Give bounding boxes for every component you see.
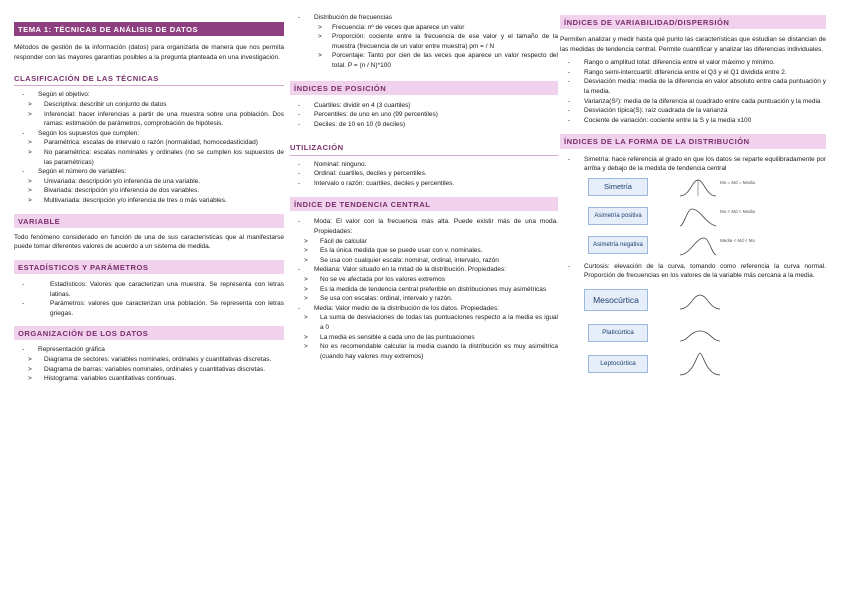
asimetria-negativa-chip: Asimetría negativa bbox=[588, 236, 648, 254]
list-item: > Bivariada: descripción y/o inferencia de dos variables. bbox=[28, 187, 200, 195]
list-item: > Diagrama de sectores: variables nominales, ordinales y cuantitativas discretas. bbox=[28, 356, 272, 364]
column-2 bbox=[290, 0, 558, 361]
variable-text: Todo fenómeno considerado en función de una de sus características que al manifestarse puede tomar diferentes valores de acuerdo a un sistema de medida. bbox=[14, 233, 284, 251]
list-item: - Moda: El valor con la frecuencia más alta. Puede existir más de una moda. Propiedades: bbox=[290, 217, 558, 236]
utilizacion-list bbox=[290, 160, 558, 189]
arrow-icon: > bbox=[304, 276, 308, 284]
list-item: - Percentiles: de uno en uno (99 percentiles) bbox=[290, 110, 558, 120]
distribution-curves-icon bbox=[678, 176, 718, 258]
distribucion-list bbox=[290, 13, 558, 71]
list-item: > Es la única medida que se puede usar con v. nominales. bbox=[304, 247, 483, 255]
simetria-annotation: Mo = Md = Media bbox=[720, 179, 756, 185]
arrow-icon: > bbox=[304, 256, 308, 264]
column-1 bbox=[14, 0, 284, 384]
intro-text: Métodos de gestión de la información (datos) para organizarla de manera que nos permita responder con las mayores garantías posibles a la pregunta planteada en una investigación. bbox=[14, 44, 284, 61]
curtosis-list bbox=[560, 262, 826, 281]
posicion-heading: ÍNDICES DE POSICIÓN bbox=[290, 81, 558, 95]
list-item: > No se ve afectada por los valores extremos bbox=[304, 276, 446, 284]
list-item: - Curtosis: elevación de la curva, tomando como referencia la curva normal. Proporción de frecuencias en los valores de la variable más cercana a la media. bbox=[560, 262, 826, 281]
variabilidad-list bbox=[560, 58, 826, 125]
posicion-list bbox=[290, 101, 558, 130]
arrow-icon: > bbox=[304, 333, 308, 341]
arrow-icon: > bbox=[28, 375, 32, 383]
list-item: - Varianza(S²): media de la diferencia al cuadrado entre cada puntuación y la media bbox=[560, 97, 826, 107]
list-item: - Cuartiles: dividir en 4 (3 cuartiles) bbox=[290, 101, 558, 111]
asimetria-positiva-annotation: Mo < Md < Media bbox=[720, 208, 756, 214]
list-item: > Fácil de calcular bbox=[304, 237, 367, 245]
list-item: - Rango o amplitud total: diferencia entre el valor máximo y mínimo. bbox=[560, 58, 826, 68]
tendencia-heading: ÍNDICE DE TENDENCIA CENTRAL bbox=[290, 197, 558, 211]
list-item: - Distribución de frecuencias bbox=[290, 13, 558, 23]
list-item: > No paramétrica: escalas nominales y ordinales (no se cumplen los supuestos de las paramétricas) bbox=[28, 148, 284, 166]
arrow-icon: > bbox=[304, 247, 308, 255]
list-item: - Deciles: de 10 en 10 (9 deciles) bbox=[290, 120, 558, 130]
arrow-icon: > bbox=[28, 187, 32, 195]
list-item: > Paramétrica: escalas de intervalo o razón (normalidad, homocedasticidad) bbox=[28, 139, 258, 147]
list-item: - Ordinal: cuartiles, deciles y percentiles. bbox=[290, 169, 558, 179]
simetria-chip: Simetría bbox=[588, 178, 648, 196]
list-item: - Mediana: Valor situado en la mitad de la distribución. Propiedades: bbox=[290, 265, 558, 275]
list-item: > Multivariada: descripción y/o inferencia de tres o más variables. bbox=[28, 196, 227, 204]
arrow-icon: > bbox=[304, 314, 308, 322]
estadisticos-list bbox=[14, 280, 284, 318]
simetria-figure bbox=[560, 176, 826, 260]
clasificacion-heading: CLASIFICACIÓN DE LAS TÉCNICAS bbox=[14, 71, 284, 86]
list-item: > Univariada: descripción y/o inferencia de una variable. bbox=[28, 177, 201, 185]
arrow-icon: > bbox=[318, 52, 322, 60]
arrow-icon: > bbox=[304, 295, 308, 303]
asimetria-negativa-annotation: Media < Md < Mo bbox=[720, 237, 756, 243]
arrow-icon: > bbox=[318, 23, 322, 31]
list-item: > Se usa con cualquier escala: nominal, ordinal, intervalo, razón bbox=[304, 256, 499, 264]
leptocurtica-chip: Leptocúrtica bbox=[588, 355, 648, 373]
list-item: > La media es sensible a cada uno de las puntuaciones bbox=[304, 333, 475, 341]
arrow-icon: > bbox=[28, 177, 32, 185]
forma-heading: ÍNDICES DE LA FORMA DE LA DISTRIBUCIÓN bbox=[560, 134, 826, 148]
organizacion-heading: ORGANIZACIÓN DE LOS DATOS bbox=[14, 326, 284, 340]
list-item: > La suma de desviaciones de todas las puntuaciones respecto a la media es igual a 0 bbox=[304, 314, 558, 331]
curtosis-figure bbox=[560, 289, 826, 383]
asimetria-positiva-chip: Asimetría positiva bbox=[588, 207, 648, 225]
arrow-icon: > bbox=[304, 237, 308, 245]
list-item: - Simetría: hace referencia al grado en que los datos se reparte equilibradamente por arriba y debajo de la medida de tendencia central bbox=[560, 155, 826, 174]
list-item: > No es recomendable calcular la media cuando la distribución es muy asimétrica (cuando hay valores muy extremos) bbox=[304, 343, 558, 360]
variabilidad-intro: Permiten analizar y medir hasta qué punto las características que estudian se distancian de las medidas de tendencia central. Permite cuantificar y analizar las diferencias individuales. bbox=[560, 36, 826, 53]
list-item: > Inferencial: hacer inferencias a partir de una muestra sobre una población. Dos ramas: estimación de parámetros, comprobación de hipótesis. bbox=[28, 110, 284, 128]
arrow-icon: > bbox=[28, 196, 32, 204]
kurtosis-curves-icon bbox=[678, 291, 722, 379]
tendencia-list bbox=[290, 217, 558, 361]
arrow-icon: > bbox=[28, 101, 32, 108]
list-item: > Es la medida de tendencia central preferible en distribuciones muy asimétricas bbox=[304, 285, 547, 293]
list-item: - Desviación típica(S): raíz cuadrada de la varianza bbox=[560, 106, 826, 116]
arrow-icon: > bbox=[28, 148, 32, 156]
page-title: TEMA 1: TÉCNICAS DE ANÁLISIS DE DATOS bbox=[14, 22, 284, 36]
list-item: > Porcentaje: Tanto por cien de las veces que aparece un valor respecto del total. P = (n / N)*100 bbox=[318, 52, 558, 69]
clasificacion-list bbox=[14, 90, 284, 205]
column-3 bbox=[560, 0, 826, 383]
estadisticos-heading: ESTADÍSTICOS Y PARÁMETROS bbox=[14, 260, 284, 274]
list-item: > Frecuencia: nº de veces que aparece un valor bbox=[318, 23, 465, 31]
arrow-icon: > bbox=[304, 285, 308, 293]
mesocurtica-chip: Mesocúrtica bbox=[584, 289, 648, 311]
utilizacion-heading: UTILIZACIÓN bbox=[290, 140, 558, 155]
organizacion-list bbox=[14, 345, 284, 383]
simetria-list bbox=[560, 155, 826, 174]
platicurtica-chip: Platicúrtica bbox=[588, 324, 648, 342]
list-item: > Se usa con escalas: ordinal, intervalo y razón. bbox=[304, 295, 453, 303]
list-item: - Media: Valor medio de la distribución de los datos. Propiedades: bbox=[290, 304, 558, 314]
list-item: - Según el objetivo: bbox=[14, 90, 284, 100]
list-item: > Diagrama de barras: variables nominales, ordinales y cuantitativas discretas. bbox=[28, 365, 266, 373]
arrow-icon: > bbox=[304, 343, 308, 351]
variable-heading: VARIABLE bbox=[14, 214, 284, 228]
arrow-icon: > bbox=[28, 365, 32, 373]
arrow-icon: > bbox=[28, 110, 32, 118]
list-item: > Histograma: variables cuantitativas continuas. bbox=[28, 375, 177, 383]
list-item: - Cociente de variación: cociente entre la S y la media x100 bbox=[560, 116, 826, 126]
list-item: - Rango semi-intercuartil: diferencia entre el Q3 y el Q1 dividida entre 2. bbox=[560, 68, 826, 78]
list-item: - Representación gráfica bbox=[14, 345, 284, 355]
arrow-icon: > bbox=[28, 356, 32, 364]
list-item: - Parámetros: valores que caracterizan una población. Se representa con letras griegas. bbox=[14, 299, 284, 318]
list-item: - Según el número de variables: bbox=[14, 167, 284, 177]
arrow-icon: > bbox=[28, 139, 32, 147]
list-item: - Según los supuestos que cumplen: bbox=[14, 129, 284, 139]
arrow-icon: > bbox=[318, 33, 322, 41]
variabilidad-heading: ÍNDICES DE VARIABILIDAD/DISPERSIÓN bbox=[560, 15, 826, 29]
list-item: > Descriptiva: describir un conjunto de datos bbox=[28, 101, 167, 108]
list-item: > Proporción: cociente entre la frecuencia de ese valor y el tamaño de la muestra (frecuencia de un valor entre muestra) pm = / N bbox=[318, 33, 558, 50]
list-item: - Estadísticos: Valores que caracterizan una muestra. Se representa con letras latinas. bbox=[14, 280, 284, 299]
list-item: - Desviación media: media de la diferencia en valor absoluto entre cada puntuación y la media. bbox=[560, 77, 826, 96]
list-item: - Intervalo o razón: cuartiles, deciles y percentiles. bbox=[290, 179, 558, 189]
list-item: - Nominal: ninguno. bbox=[290, 160, 558, 170]
